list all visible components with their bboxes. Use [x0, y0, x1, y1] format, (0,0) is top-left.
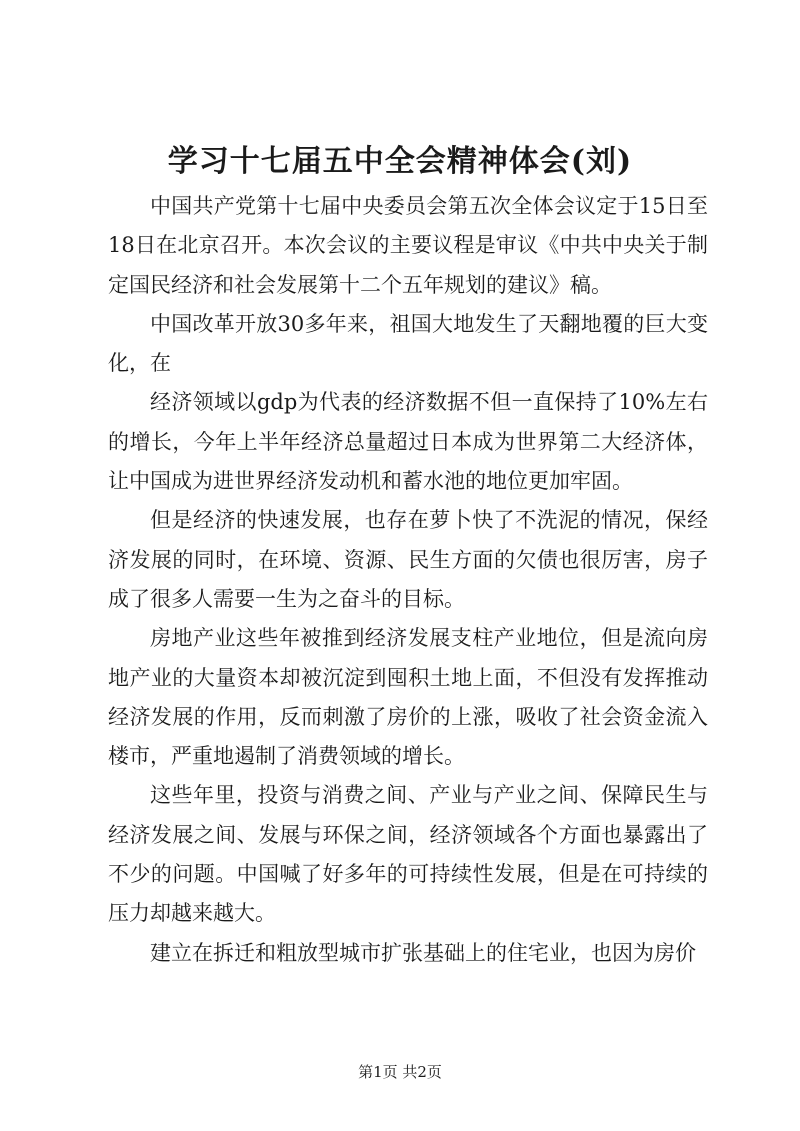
paragraph: 中国共产党第十七届中央委员会第五次全体会议定于15日至18日在北京召开。本次会议的主要议程是审议《中共中央关于制定国民经济和社会发展第十二个五年规划的建议》稿。: [108, 194, 708, 297]
paragraph: 建立在拆迁和粗放型城市扩张基础上的住宅业，也因为房价: [150, 940, 696, 965]
paragraph: 但是经济的快速发展，也存在萝卜快了不洗泥的情况，保经济发展的同时，在环境、资源、民生方面的欠债也很厉害，房子成了很多人需要一生为之奋斗的目标。: [108, 508, 708, 611]
paragraph: 中国改革开放30多年来，祖国大地发生了天翻地覆的巨大变化，在: [108, 311, 708, 376]
paragraph: 房地产业这些年被推到经济发展支柱产业地位，但是流向房地产业的大量资本却被沉淀到囤积土地上面，不但没有发挥推动经济发展的作用，反而刺激了房价的上涨，吸收了社会资金流入楼市，严重地遏制了消费领域的增长。: [108, 626, 708, 769]
page-footer: 第1页 共2页: [358, 1063, 442, 1081]
document-body: [108, 187, 708, 973]
paragraph: 这些年里，投资与消费之间、产业与产业之间、保障民生与经济发展之间、发展与环保之间，经济领域各个方面也暴露出了不少的问题。中国喊了好多年的可持续性发展，但是在可持续的压力却越来越大。: [108, 783, 708, 926]
document-title: 学习十七届五中全会精神体会(刘): [167, 144, 633, 179]
paragraph: 经济领域以gdp为代表的经济数据不但一直保持了10%左右的增长，今年上半年经济总量超过日本成为世界第二大经济体，让中国成为进世界经济发动机和蓄水池的地位更加牢固。: [108, 390, 708, 494]
